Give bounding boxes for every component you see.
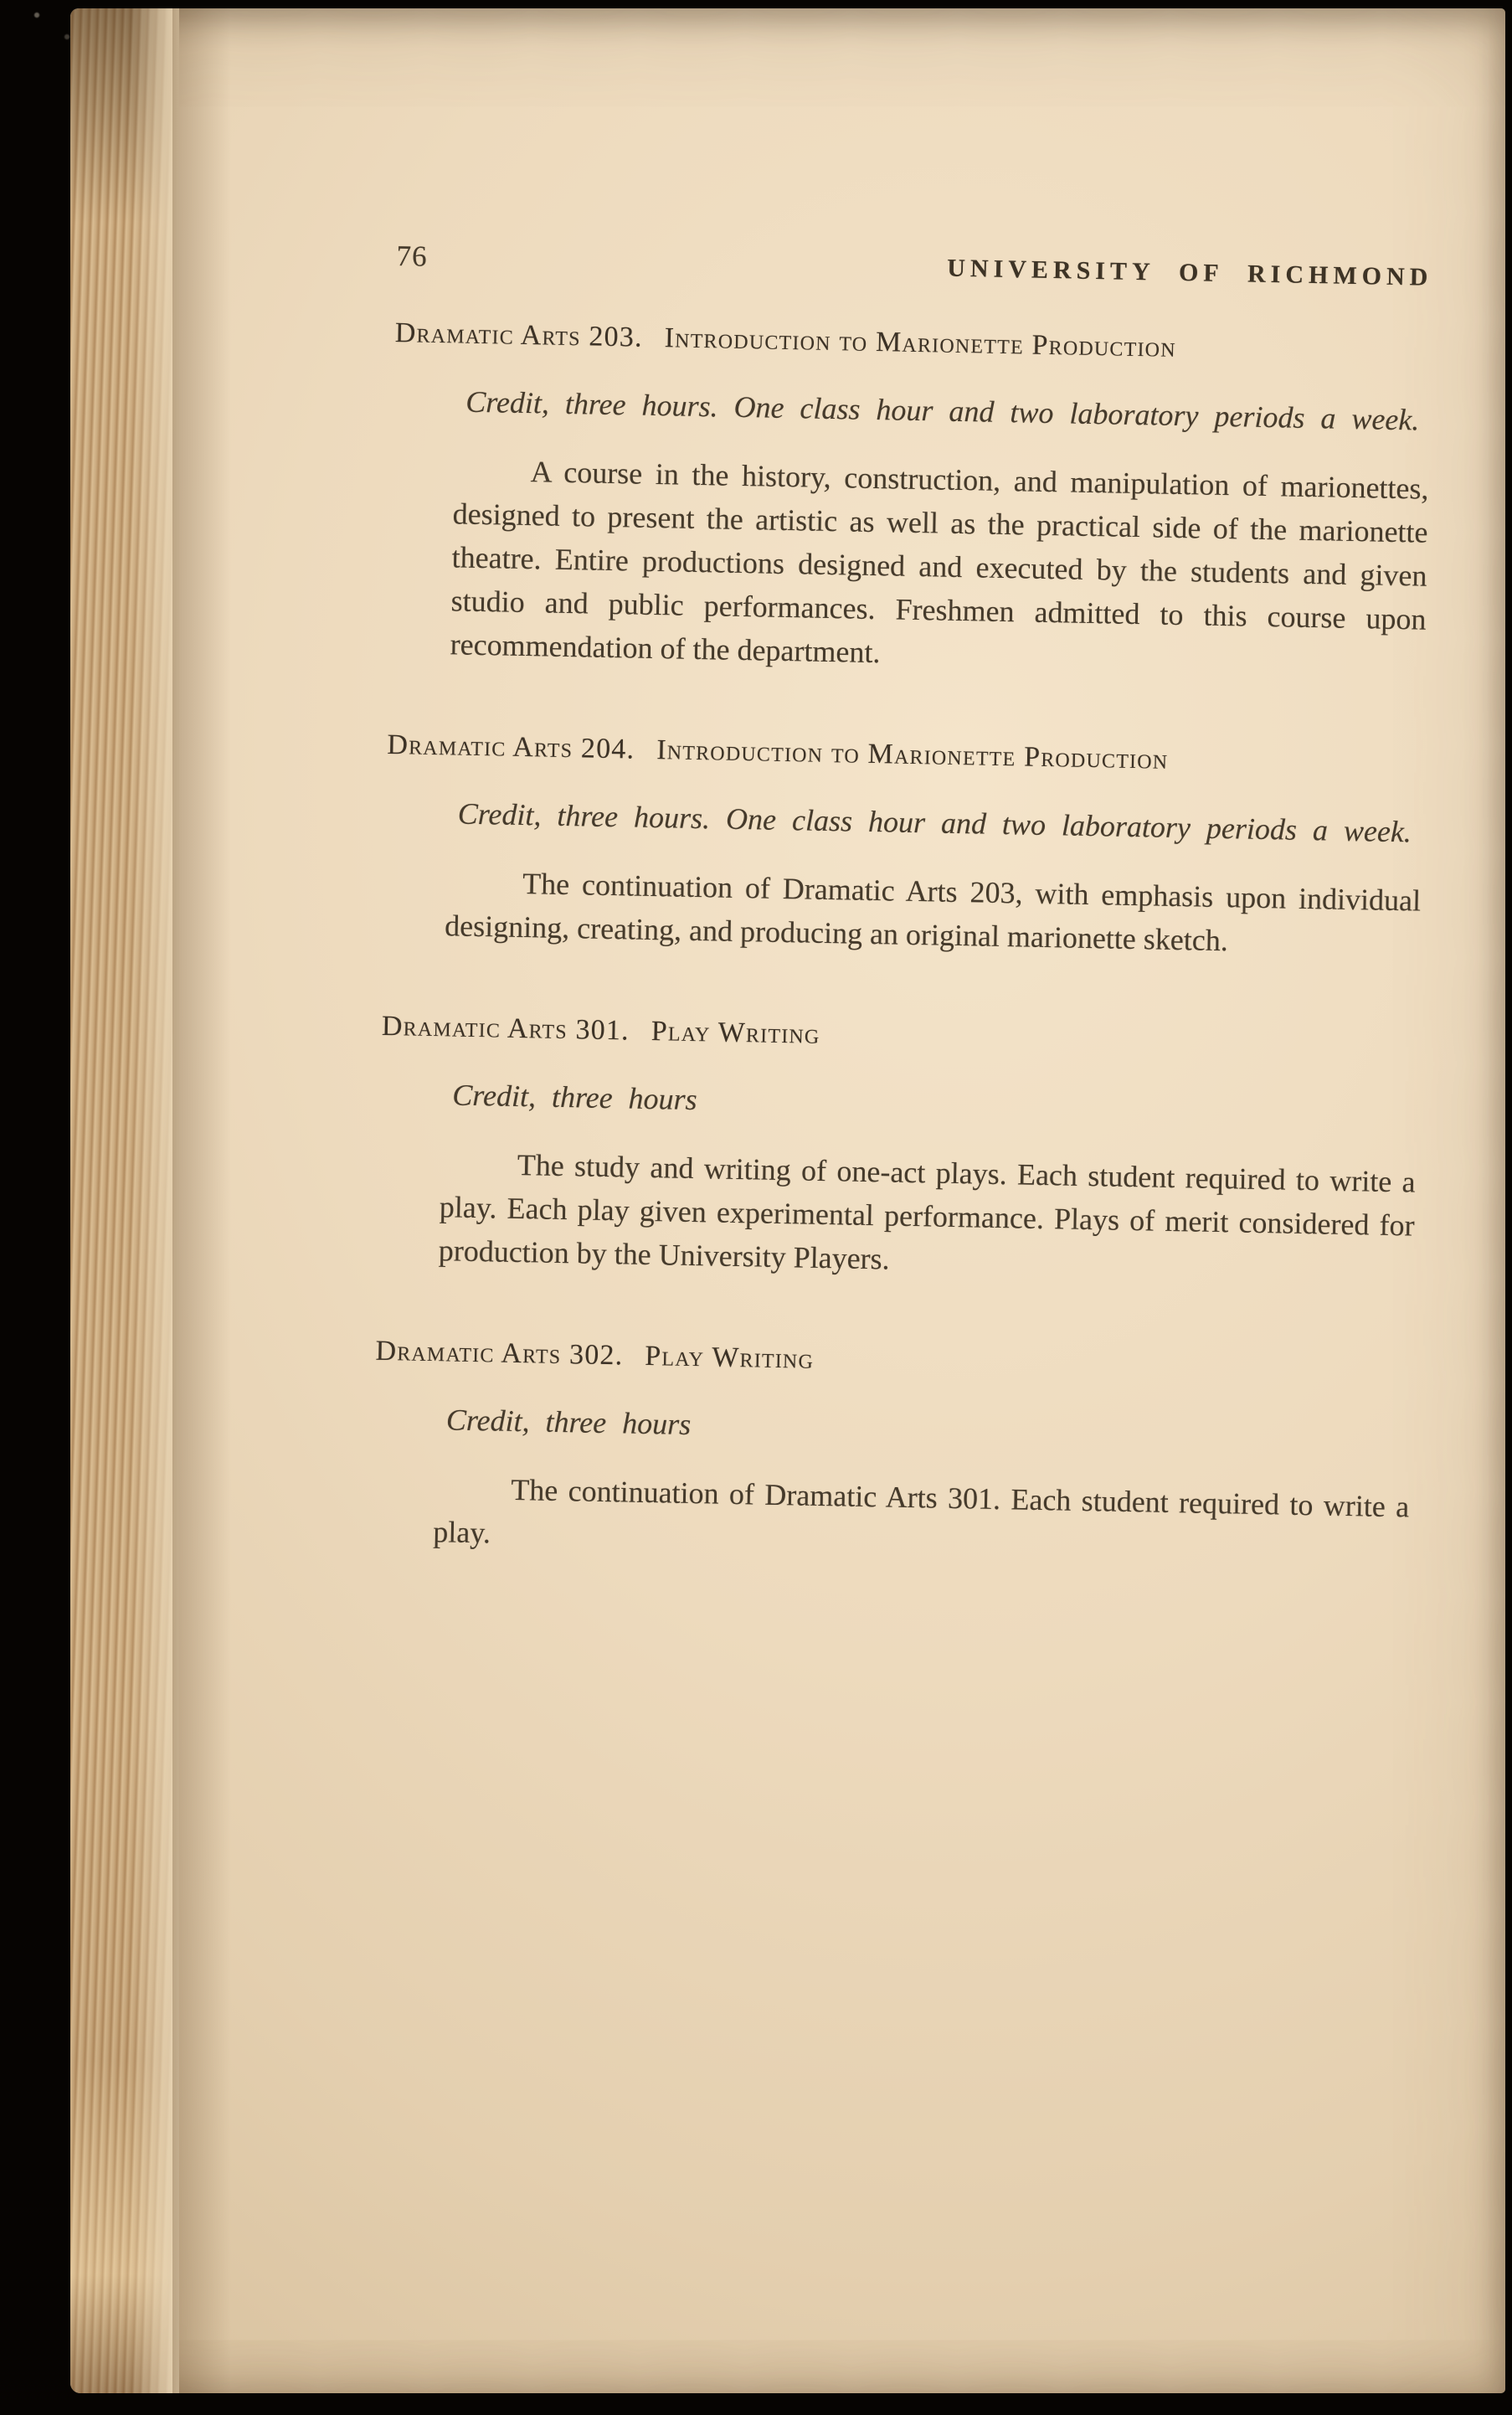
course-heading (375, 1330, 1365, 1393)
course-subtitle: Play Writing (645, 1340, 815, 1375)
credit-line: Credit, three hours. One class hour and two laboratory periods a week. (457, 796, 1412, 849)
course-description: The continuation of Dramatic Arts 203, with emphasis upon individual designing, creating, and producing an original marionette sketch. (444, 867, 1422, 958)
page-header-row (396, 239, 1435, 293)
page-crease-shading (172, 8, 231, 2393)
course-description: A course in the history, construction, and manipulation of marionettes, designed to present the artistic as well as the practical side of the marionette theatre. Entire productions designed and executed by the students and given studio and public performances. Freshmen admitted to this course upon recommendation of the department. (450, 455, 1429, 670)
course-section-301 (377, 1005, 1420, 1291)
course-title: Dramatic Arts 204. (387, 729, 635, 765)
course-description: The study and writing of one-act plays. Each student required to write a play. Each play given experimental performance. Plays of merit considered for production by the University Players. (438, 1147, 1417, 1276)
course-heading (394, 312, 1385, 374)
course-heading (387, 723, 1377, 786)
page-number: 76 (396, 239, 428, 273)
credit-line: Credit, three hours (445, 1403, 692, 1441)
course-title: Dramatic Arts 203. (394, 317, 644, 353)
credit-line: Credit, three hours (452, 1078, 698, 1117)
course-description: The continuation of Dramatic Arts 301. Each student required to write a play. (433, 1472, 1410, 1550)
course-subtitle: Play Writing (651, 1016, 820, 1050)
course-title: Dramatic Arts 302. (375, 1335, 624, 1372)
running-header: UNIVERSITY OF RICHMOND (947, 254, 1433, 291)
page-content (372, 239, 1435, 1573)
course-heading (381, 1005, 1371, 1068)
credit-line: Credit, three hours. One class hour and two laboratory periods a week. (465, 384, 1420, 437)
course-subtitle: Introduction to Marionette Production (664, 322, 1177, 363)
course-section-302 (372, 1330, 1414, 1573)
page-edge-stack (70, 8, 177, 2393)
course-section-203 (388, 312, 1433, 685)
course-subtitle: Introduction to Marionette Production (656, 734, 1169, 775)
course-section-204 (383, 723, 1426, 966)
course-title: Dramatic Arts 301. (381, 1010, 630, 1047)
book-page (70, 8, 1505, 2393)
